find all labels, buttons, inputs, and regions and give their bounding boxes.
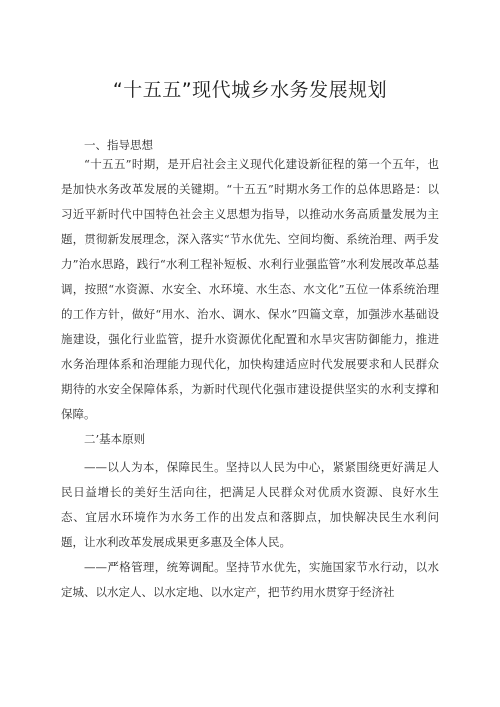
section-heading-guiding-ideology: 一、指导思想 (84, 138, 153, 152)
paragraph: “十五五”时期，是开启社会主义现代化建设新征程的第一个五年，也是加快水务改革发展的关键期。“十五五”时期水务工作的总体思路是：以习近平新时代中国特色社会主义思想为指导，以推动水务高质量发展为主题，贯彻新发展理念，深入落实“节水优先、空间均衡、系统治理、两手发力”治水思路，践行“水利工程补短板、水利行业强监管”水利发展改革总基调，按照“水资源、水安全、水环境、水生态、水文化”五位一体系统治理的工作方针，做好“用水、治水、调水、保水”四篇文章，加强涉水基础设施建设，强化行业监管，提升水资源优化配置和水旱灾害防御能力，推进水务治理体系和治理能力现代化，加快构建适应时代发展要求和人民群众期待的水安全保障体系，为新时代现代化强市建设提供坚实的水利支撑和保障。 (61, 157, 439, 421)
paragraph: ——以人为本，保障民生。坚持以人民为中心，紧紧围绕更好满足人民日益增长的美好生活向往，把满足人民群众对优质水资源、良好水生态、宜居水环境作为水务工作的出发点和落脚点，加快解决民生水利问题，让水利改革发展成果更多惠及全体人民。 (61, 460, 439, 549)
section-body-basic-principles (61, 455, 439, 605)
document-title: “十五五”现代城乡水务发展规划 (112, 79, 388, 101)
section-heading-basic-principles: 二’基本原则 (84, 432, 146, 446)
section-body-guiding-ideology (61, 152, 439, 427)
paragraph: ——严格管理，统筹调配。坚持节水优先，实施国家节水行动，以水定城、以水定人、以水定地、以水定产，把节约用水贯穿于经济社 (61, 560, 439, 599)
